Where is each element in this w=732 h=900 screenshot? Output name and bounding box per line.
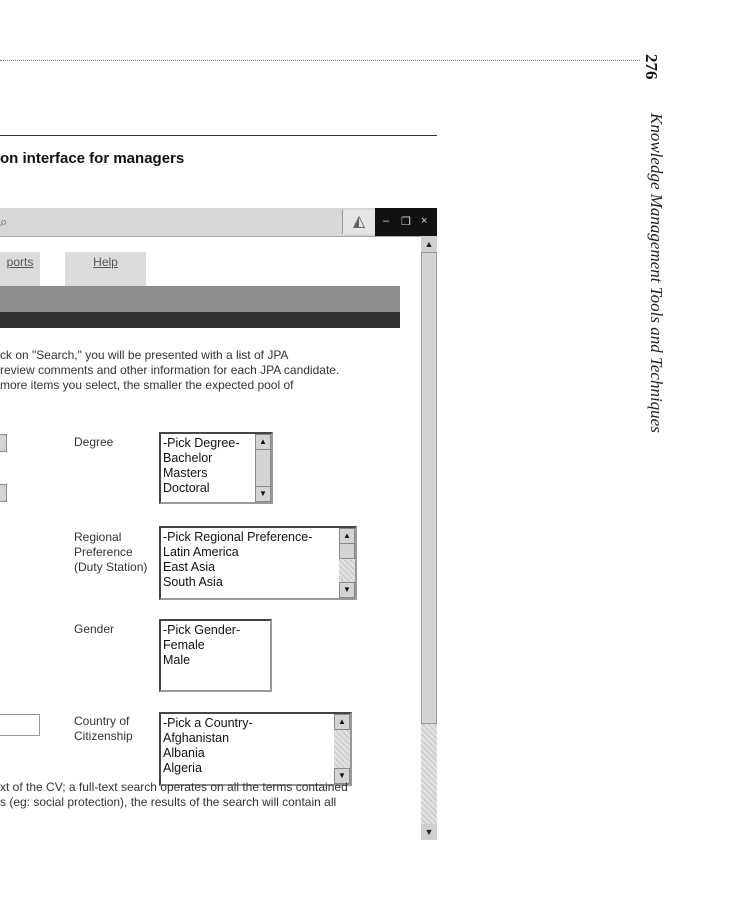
- label-line: Preference: [74, 545, 133, 559]
- tab-help[interactable]: Help: [65, 252, 146, 286]
- intro-line: ck on "Search," you will be presented with a list of JPA: [0, 348, 289, 362]
- regional-option[interactable]: -Pick Regional Preference-: [163, 530, 313, 544]
- running-head: Knowledge Management Tools and Techniques: [647, 113, 666, 433]
- window-controls: [375, 208, 437, 236]
- scroll-thumb[interactable]: [339, 543, 355, 559]
- scroll-thumb[interactable]: [421, 252, 437, 724]
- degree-option[interactable]: -Pick Degree-: [163, 436, 240, 450]
- intro-line: more items you select, the smaller the expected pool of: [0, 378, 294, 392]
- regional-preference-listbox[interactable]: [159, 526, 357, 600]
- close-button[interactable]: ×: [421, 215, 428, 227]
- degree-listbox-scrollbar[interactable]: [255, 434, 271, 502]
- gender-label: Gender: [74, 622, 115, 636]
- country-of-citizenship-label: [74, 714, 133, 744]
- footer-line: xt of the CV; a full-text search operates on all the terms contained: [0, 780, 348, 794]
- degree-listbox[interactable]: [159, 432, 273, 504]
- scroll-up-icon[interactable]: ▲: [339, 528, 355, 544]
- degree-option[interactable]: Doctoral: [163, 481, 210, 495]
- app-logo-icon: ◭: [342, 210, 375, 234]
- intro-line: review comments and other information for each JPA candidate.: [0, 363, 340, 377]
- degree-label: Degree: [74, 435, 114, 449]
- gender-listbox[interactable]: [159, 619, 272, 692]
- regional-preference-label: [74, 530, 147, 575]
- title-bar-icon: ⌕: [0, 214, 8, 229]
- intro-text: [0, 348, 420, 393]
- regional-listbox-scrollbar[interactable]: [339, 528, 355, 598]
- scroll-up-icon[interactable]: ▲: [255, 434, 271, 450]
- cropped-control-down[interactable]: [0, 484, 7, 502]
- scroll-up-icon[interactable]: ▲: [421, 236, 437, 252]
- regional-option[interactable]: South Asia: [163, 575, 223, 589]
- scroll-thumb[interactable]: [255, 449, 271, 487]
- nav-band-dark: [0, 312, 400, 328]
- gender-option[interactable]: Female: [163, 638, 205, 652]
- footer-line: s (eg: social protection), the results of the search will contain all: [0, 795, 337, 809]
- scroll-down-icon[interactable]: ▼: [421, 824, 437, 840]
- regional-option[interactable]: Latin America: [163, 545, 239, 559]
- scroll-down-icon[interactable]: ▼: [339, 582, 355, 598]
- degree-option[interactable]: Bachelor: [163, 451, 213, 465]
- minimize-button[interactable]: –: [383, 215, 390, 227]
- title-bar: [0, 208, 437, 237]
- restore-button[interactable]: ❐: [401, 216, 411, 228]
- country-listbox[interactable]: [159, 712, 352, 786]
- regional-option[interactable]: East Asia: [163, 560, 216, 574]
- window-scrollbar[interactable]: [421, 236, 437, 840]
- country-option[interactable]: -Pick a Country-: [163, 716, 253, 730]
- gender-option[interactable]: Male: [163, 653, 191, 667]
- gender-option[interactable]: -Pick Gender-: [163, 623, 241, 637]
- tab-reports[interactable]: ports: [0, 252, 40, 286]
- caption-rule: [0, 135, 437, 136]
- country-listbox-scrollbar[interactable]: [334, 714, 350, 784]
- country-option[interactable]: Albania: [163, 746, 205, 760]
- country-option[interactable]: Afghanistan: [163, 731, 230, 745]
- degree-option[interactable]: Masters: [163, 466, 208, 480]
- scroll-down-icon[interactable]: ▼: [334, 768, 350, 784]
- page-number: 276: [642, 54, 661, 80]
- cropped-text-input[interactable]: [0, 714, 40, 736]
- nav-band: [0, 286, 400, 312]
- footer-text: [0, 780, 420, 810]
- header-dotted-rule: [0, 60, 640, 61]
- cropped-control-up[interactable]: [0, 434, 7, 452]
- label-line: Citizenship: [74, 729, 133, 743]
- figure-caption: on interface for managers: [0, 150, 185, 167]
- label-line: (Duty Station): [74, 560, 148, 574]
- label-line: Regional: [74, 530, 122, 544]
- label-line: Country of: [74, 714, 130, 728]
- scroll-down-icon[interactable]: ▼: [255, 486, 271, 502]
- scroll-up-icon[interactable]: ▲: [334, 714, 350, 730]
- country-option[interactable]: Algeria: [163, 761, 202, 775]
- screenshot-window: [0, 208, 437, 840]
